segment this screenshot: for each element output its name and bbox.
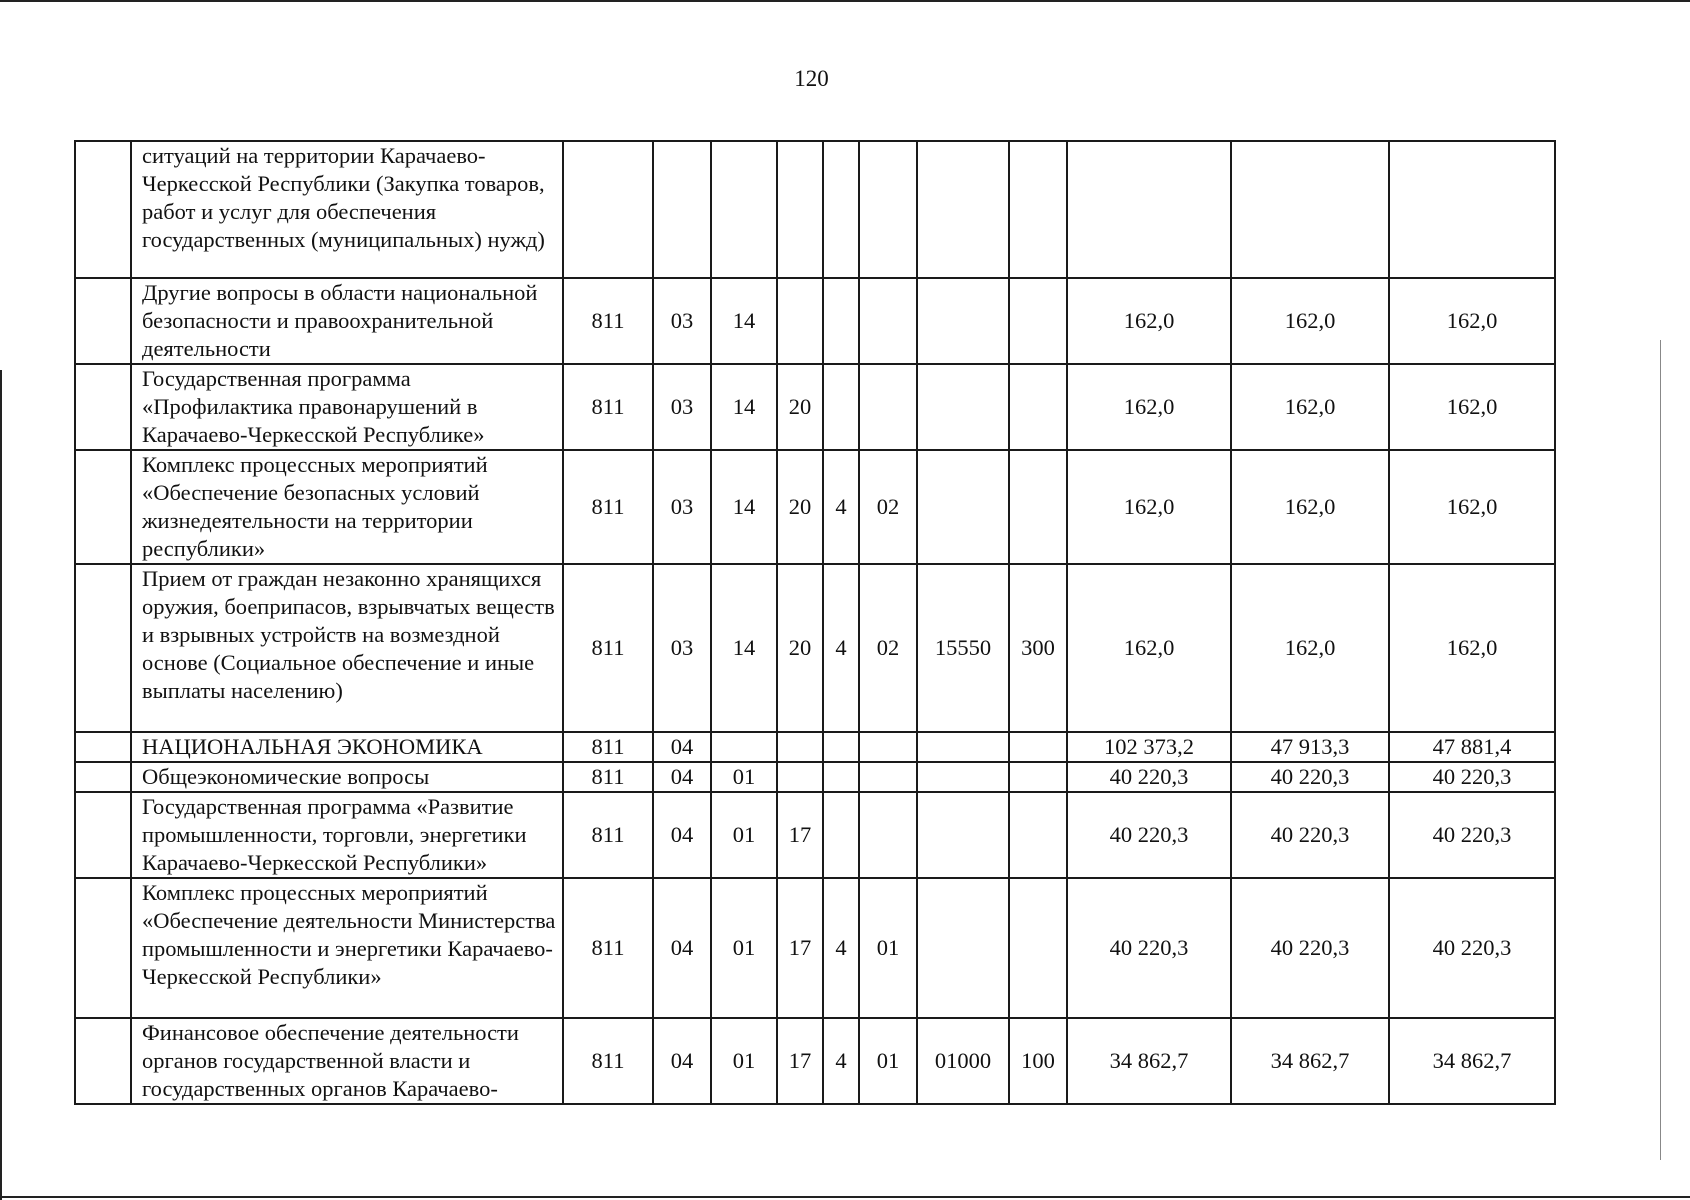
subprogram-code: [859, 364, 917, 450]
row-name: Комплекс процессных мероприятий «Обеспечение деятельности Министерства промышленности и энергетики Карачаево-Черкесской Республики»: [131, 878, 563, 1018]
subsection-code: 14: [711, 450, 777, 564]
direction-code: [917, 732, 1009, 762]
ministry-code: 811: [563, 364, 653, 450]
expense-type-code: [1009, 450, 1067, 564]
expense-type-code: [1009, 278, 1067, 364]
direction-code: [917, 141, 1009, 278]
ministry-code: 811: [563, 792, 653, 878]
program-code: 17: [777, 1018, 823, 1104]
program-type-code: [823, 792, 859, 878]
amount-year-1: 162,0: [1067, 450, 1231, 564]
subsection-code: 01: [711, 1018, 777, 1104]
amount-year-2: 162,0: [1231, 364, 1389, 450]
direction-code: 01000: [917, 1018, 1009, 1104]
row-name: Комплекс процессных мероприятий «Обеспечение безопасных условий жизнедеятельности на территории республики»: [131, 450, 563, 564]
amount-year-1: 162,0: [1067, 278, 1231, 364]
expense-type-code: [1009, 762, 1067, 792]
subsection-code: [711, 732, 777, 762]
amount-year-3: 162,0: [1389, 364, 1555, 450]
index-cell: [75, 878, 131, 1018]
direction-code: [917, 878, 1009, 1018]
table-row: [75, 1018, 1555, 1104]
amount-year-3: 162,0: [1389, 564, 1555, 732]
section-code: 03: [653, 364, 711, 450]
subprogram-code: [859, 732, 917, 762]
amount-year-2: 40 220,3: [1231, 792, 1389, 878]
expense-type-code: [1009, 364, 1067, 450]
table-row: [75, 141, 1555, 278]
ministry-code: 811: [563, 732, 653, 762]
program-code: [777, 732, 823, 762]
section-code: 03: [653, 278, 711, 364]
ministry-code: [563, 141, 653, 278]
program-type-code: [823, 278, 859, 364]
program-code: 17: [777, 792, 823, 878]
direction-code: [917, 364, 1009, 450]
program-code: [777, 762, 823, 792]
index-cell: [75, 450, 131, 564]
subprogram-code: 01: [859, 878, 917, 1018]
page-number: 120: [794, 66, 829, 91]
table-row: [75, 762, 1555, 792]
expense-type-code: [1009, 792, 1067, 878]
subprogram-code: 02: [859, 450, 917, 564]
program-type-code: [823, 732, 859, 762]
section-code: 03: [653, 564, 711, 732]
program-code: 20: [777, 564, 823, 732]
index-cell: [75, 762, 131, 792]
table-row: [75, 792, 1555, 878]
subsection-code: [711, 141, 777, 278]
program-type-code: 4: [823, 564, 859, 732]
subsection-code: 14: [711, 278, 777, 364]
amount-year-3: 162,0: [1389, 450, 1555, 564]
row-name: Общеэкономические вопросы: [131, 762, 563, 792]
section-code: 04: [653, 878, 711, 1018]
subprogram-code: [859, 141, 917, 278]
scan-edge-left: [0, 370, 2, 1200]
program-type-code: [823, 762, 859, 792]
subprogram-code: [859, 792, 917, 878]
program-type-code: [823, 141, 859, 278]
scan-edge-bottom: [0, 1196, 1690, 1198]
ministry-code: 811: [563, 450, 653, 564]
amount-year-2: 47 913,3: [1231, 732, 1389, 762]
direction-code: [917, 450, 1009, 564]
subprogram-code: 02: [859, 564, 917, 732]
scan-edge-top: [0, 0, 1690, 2]
section-code: 04: [653, 762, 711, 792]
amount-year-3: 40 220,3: [1389, 762, 1555, 792]
amount-year-2: 34 862,7: [1231, 1018, 1389, 1104]
row-name: НАЦИОНАЛЬНАЯ ЭКОНОМИКА: [131, 732, 563, 762]
index-cell: [75, 792, 131, 878]
row-name: Государственная программа «Профилактика правонарушений в Карачаево-Черкесской Республике»: [131, 364, 563, 450]
amount-year-3: [1389, 141, 1555, 278]
ministry-code: 811: [563, 278, 653, 364]
amount-year-2: 162,0: [1231, 278, 1389, 364]
subsection-code: 14: [711, 564, 777, 732]
amount-year-1: 162,0: [1067, 564, 1231, 732]
expense-type-code: [1009, 141, 1067, 278]
index-cell: [75, 564, 131, 732]
amount-year-1: 102 373,2: [1067, 732, 1231, 762]
expense-type-code: 100: [1009, 1018, 1067, 1104]
ministry-code: 811: [563, 878, 653, 1018]
section-code: 04: [653, 792, 711, 878]
row-name: ситуаций на территории Карачаево-Черкесской Республики (Закупка товаров, работ и услуг для обеспечения государственных (муниципальных) нужд): [131, 141, 563, 278]
subsection-code: 14: [711, 364, 777, 450]
amount-year-2: [1231, 141, 1389, 278]
table-row: [75, 278, 1555, 364]
program-code: [777, 141, 823, 278]
program-code: [777, 278, 823, 364]
table-row: [75, 732, 1555, 762]
amount-year-1: 162,0: [1067, 364, 1231, 450]
program-type-code: 4: [823, 878, 859, 1018]
amount-year-2: 162,0: [1231, 450, 1389, 564]
subsection-code: 01: [711, 792, 777, 878]
table-row: [75, 564, 1555, 732]
row-name: Прием от граждан незаконно хранящихся оружия, боеприпасов, взрывчатых веществ и взрывных устройств на возмездной основе (Социальное обеспечение и иные выплаты населению): [131, 564, 563, 732]
index-cell: [75, 1018, 131, 1104]
amount-year-2: 162,0: [1231, 564, 1389, 732]
scan-edge-right: [1660, 340, 1661, 1160]
section-code: 04: [653, 1018, 711, 1104]
program-code: 17: [777, 878, 823, 1018]
program-code: 20: [777, 364, 823, 450]
subprogram-code: [859, 278, 917, 364]
row-name: Финансовое обеспечение деятельности органов государственной власти и государственных органов Карачаево-: [131, 1018, 563, 1104]
budget-table: [74, 140, 1556, 1105]
section-code: 04: [653, 732, 711, 762]
row-name: Другие вопросы в области национальной безопасности и правоохранительной деятельности: [131, 278, 563, 364]
amount-year-3: 47 881,4: [1389, 732, 1555, 762]
subprogram-code: [859, 762, 917, 792]
table-row: [75, 450, 1555, 564]
direction-code: [917, 792, 1009, 878]
index-cell: [75, 732, 131, 762]
program-type-code: 4: [823, 1018, 859, 1104]
subsection-code: 01: [711, 762, 777, 792]
amount-year-1: [1067, 141, 1231, 278]
program-type-code: 4: [823, 450, 859, 564]
direction-code: [917, 278, 1009, 364]
subsection-code: 01: [711, 878, 777, 1018]
direction-code: 15550: [917, 564, 1009, 732]
section-code: [653, 141, 711, 278]
index-cell: [75, 141, 131, 278]
amount-year-3: 40 220,3: [1389, 792, 1555, 878]
amount-year-1: 40 220,3: [1067, 762, 1231, 792]
amount-year-2: 40 220,3: [1231, 878, 1389, 1018]
amount-year-1: 40 220,3: [1067, 878, 1231, 1018]
ministry-code: 811: [563, 1018, 653, 1104]
ministry-code: 811: [563, 564, 653, 732]
amount-year-2: 40 220,3: [1231, 762, 1389, 792]
program-code: 20: [777, 450, 823, 564]
expense-type-code: [1009, 878, 1067, 1018]
index-cell: [75, 278, 131, 364]
section-code: 03: [653, 450, 711, 564]
expense-type-code: [1009, 732, 1067, 762]
subprogram-code: 01: [859, 1018, 917, 1104]
table-row: [75, 364, 1555, 450]
amount-year-3: 40 220,3: [1389, 878, 1555, 1018]
ministry-code: 811: [563, 762, 653, 792]
index-cell: [75, 364, 131, 450]
direction-code: [917, 762, 1009, 792]
table-row: [75, 878, 1555, 1018]
amount-year-3: 34 862,7: [1389, 1018, 1555, 1104]
amount-year-3: 162,0: [1389, 278, 1555, 364]
expense-type-code: 300: [1009, 564, 1067, 732]
program-type-code: [823, 364, 859, 450]
amount-year-1: 40 220,3: [1067, 792, 1231, 878]
row-name: Государственная программа «Развитие промышленности, торговли, энергетики Карачаево-Черкесской Республики»: [131, 792, 563, 878]
amount-year-1: 34 862,7: [1067, 1018, 1231, 1104]
